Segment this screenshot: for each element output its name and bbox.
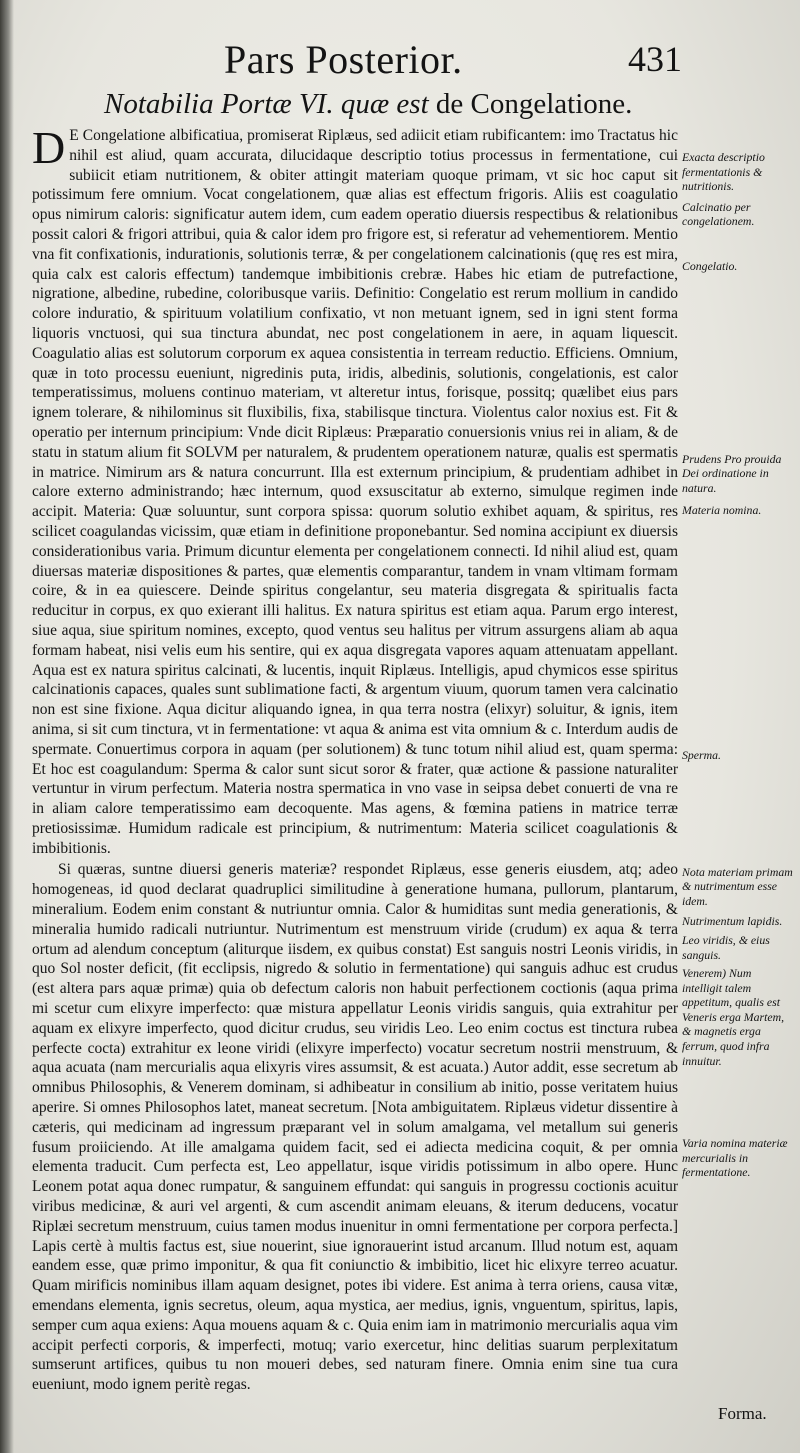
catchword: Forma. [718, 1404, 767, 1423]
margin-note: Nutrimentum lapidis. [682, 914, 783, 929]
running-head: Pars Posterior. [224, 37, 463, 82]
margin-note: Venerem) Num intelligit talem appetitum, qualis est Veneris erga Martem, & magnetis erga ferrum, quod infra innuitur. [682, 966, 785, 1068]
margin-note: Sperma. [682, 747, 721, 762]
margin-note: Calcinatio per congelationem. [682, 199, 755, 229]
main-text [32, 122, 678, 1395]
page-number: 431 [628, 39, 682, 79]
section-title [104, 88, 632, 121]
margin-note: Varia nomina materiæ mercurialis in fermentatione. [682, 1136, 788, 1180]
margin-note: Leo viridis, & eius sanguis. [682, 932, 770, 962]
margin-note: Prudens Pro prouida Dei ordinatione in natura. [682, 451, 782, 495]
margin-note: Materia nomina. [682, 503, 762, 518]
paragraph-1-text: E Congelatione albificatiua, promiserat Riplæus, sed adiicit etiam rubificantem: imo Tractatus hic nihil est aliud, quam accurata, dilucidaque descriptio totius processus in fermentatione, cui subiicit etiam nutritionem, & obiter attingit materiam quoque primam, vt sic hoc caput sit potissimum fere omnium. Vocat congelationem, quæ alias est effectum frigoris. Aliis est coagulatio opus nimirum caloris: significatur autem idem, cum eadem operatio diuersis respectibus & relationibus possit calori & frigori attribui, quia & calor idem pro frigore est, si referatur ad vehementiorem. Mentio vna fit confixationis, indurationis, solutionis terræ, & per congelationem calcinationis (quę res est mira, quia calx est caloris effectum) tandemque imbibitionis crebræ. Habes hic etiam de putrefactione, nigratione, albedine, rubedine, coloribusque variis. Definitio: Congelatio est rerum mollium in candido colore induratio, & spirituum volatilium confixatio, vt non metuant ignem, sed in igni stent forma liquoris vnctuosi, qui sua tinctura abundat, nec post congelationem in aere, in aquam liquescit. Coagulatio alias est solutorum corporum ex aquea consistentia in terream reductio. Efficiens. Omnium, quæ in toto processu eueniunt, nigredinis puta, iridis, albedinis, solutionis, congelationis, est calor temperatissimus, moluens continuo materiam, vt alteretur intus, forisque, possitq; quælibet eius pars ignem tolerare, & nihilominus sit fluxibilis, fixa, stabilisque tinctura. Violentus calor noxius est. Fit & operatio per internum principium: Vnde dicit Riplæus: Præparatio conuersionis vnius rei in aliam, & de statu in statum alium fit SOLVM per naturalem, & prudentem operationem naturæ, qualis est spermatis in matrice. Nimirum ars & natura concurrunt. Illa est externum principium, & prudentiam adhibet in calore externo administrando; hæc internum, quod exsuscitatur ab externo, simulque regimen inde accipit. Materia: Quæ soluuntur, sunt corpora spissa: quorum solutio exhibet aquam, & spiritus, res scilicet coagulandas vicissim, quæ etiam in definitione proponebantur. Sed nomina accipiunt ex diuersis considerationibus varia. Primum dicuntur elementa per congelationem connecti. Id nihil aliud est, quam diuersas materiæ dispositiones & partes, quæ elementis comparantur, tandem in vnam vltimam formam coire, & in ea quiescere. Deinde spiritus congelantur, seu materia disgregata & spiritualis facta reducitur in corpus, ex quo exierant illi halitus. Ex natura spiritus est etiam aqua. Parum ergo interest, siue aqua, siue spiritum nomines, excepto, quod ventus seu halitus per vitrum assurgens aliam ab aqua formam habeat, nisi velis eum his sentire, qui ex aqua disgregata vapores aquam attenuatam appellant. Aqua est ex natura spiritus calcinati, & lucentis, inquit Riplæus. Intelligis, apud chymicos esse spiritus calcinationis capaces, quales sunt sublimatione facti, & argentum viuum, quorum tamen vera calcinatio non est sine fixione. Aqua dicitur aliquando ignea, in qua terra nostra (elixyr) soluitur, & ignis, item anima, si sit cum tinctura, vt in fermentatione: vt aqua & anima est vita omnium & c. Interdum audis de spermate. Conuertimus corpora in aquam (per solutionem) & tunc totum nihil aliud est, quam sperma: Et hoc est coagulandum: Sperma & calor sunt sicut soror & frater, quæ actione & passione naturaliter vertuntur in virum perfectum. Materia nostra spermatica in vno vase in seipsa debet conuerti de vna re in aliam calore temperatissimo eam decoquente. Mas agens, & fœmina patiens in matrice terræ pretiosissimæ. Humidum radicale est principium, & nutrimentum: Materia scilicet coagulationis & imbibitionis. [32, 127, 678, 857]
page-header [0, 36, 800, 86]
margin-note: Nota materiam primam & nutrimentum esse idem. [682, 864, 793, 908]
paragraph-2: Si quæras, suntne diuersi generis materiæ? respondet Riplæus, esse generis eiusdem, atq; adeo homogeneas, id quod declarat quadruplici similitudine à generatione humana, pullorum, plantarum, mineralium. Eodem enim constant & nutriuntur omnia. Calor & humiditas sunt media generationis, & mineralia humido radicali nutriuntur. Nutrimentum est menstruum viride (crudum) ex aqua & terra ortum ad alendum conceptum (aliturque iisdem, ex quibus constat) Est sanguis nostri Leonis viridis, in quo Sol noster deficit, (fit ecclipsis, nigredo & solutio in fermentatione) qui sanguis adhuc est crudus (est altera pars aquæ primæ) quia ob defectum caloris non habuit perfectionem coctionis (aqua prima mi scetur cum elixyre imperfecto: quæ mistura appellatur Leonis viridis sanguis, quia extrahitur per aquam ex elixyre imperfecto, quod dicitur crudus, seu viridis Leo. Leo enim coctus est tinctura rubea perfecte cocta) extrahitur ex leone viridi (elixyre imperfecto) vocatur secretum nostrii menstruum, & aqua acuata (nam mercurialis aqua elixyris vires assumsit, & est acuata.) Autor addit, esse secretum ab omnibus Philosophis, & Venerem dominam, si adhibeatur in consilium ab initio, posse veritatem huius aperire. Si omnes Philosophos latet, maneat secretum. [Nota ambiguitatem. Riplæus videtur dissentire à cæteris, qui medicinam ad ingressum præparant vel in solum amalgama, vel metallum sui generis fusum proiiciendo. At ille amalgama quidem facit, sed ei adiecta medicina coquit, & per omnia elementa traducit. Cum perfecta est, Leo appellatur, isque viridis potissimum in albo opere. Hunc Leonem potat aqua donec rumpatur, & sanguinem effundat: qui sanguis in progressu coctionis acuitur viribus medicinæ, & auri vel argenti, & cum ascendit animam eleuans, & iterum deducens, vocatur Riplæi secretum menstruum, cuius tamen modus inuenitur in omni fermentatione per corpora perfecta.] Lapis certè à multis factus est, siue nouerint, siue ignorauerint istud arcanum. Illud notum est, aquam eandem esse, quæ primo imponitur, & qua fit coniunctio & imbibitio, licet hic elixyre terreo acuatur. Quam mirificis nominibus illam aquam designet, potes ibi videre. Est anima à terra oriens, causa vitæ, emendans elementa, ignis secretus, oleum, aqua mystica, aer medius, ignis, vnguentum, spiritus, lapis, semper cum aqua exiens: Aqua mouens aquam & c. Quia enim iam in matrimonio mercurialis aqua vim accipit perfecti corporis, & imperfecti, motuq; vario exercetur, hinc delitias suarum perplexitatum sumserunt artifices, quibus tu non moueri debes, sed naturam finere. Omnia enim sine tua cura eueniunt, modo ignem peritè regas. [32, 861, 678, 1394]
drop-cap: D [32, 122, 66, 173]
paragraph-1 [32, 122, 678, 858]
margin-note: Congelatio. [682, 258, 738, 273]
binding-gutter-shadow [0, 0, 14, 1453]
section-title-italic: Notabilia Portæ VI. quæ est [104, 88, 429, 120]
margin-note: Exacta descriptio fermentationis & nutritionis. [682, 150, 765, 194]
marginal-notes [682, 150, 794, 1180]
section-title-roman: de Congelatione. [435, 88, 633, 120]
